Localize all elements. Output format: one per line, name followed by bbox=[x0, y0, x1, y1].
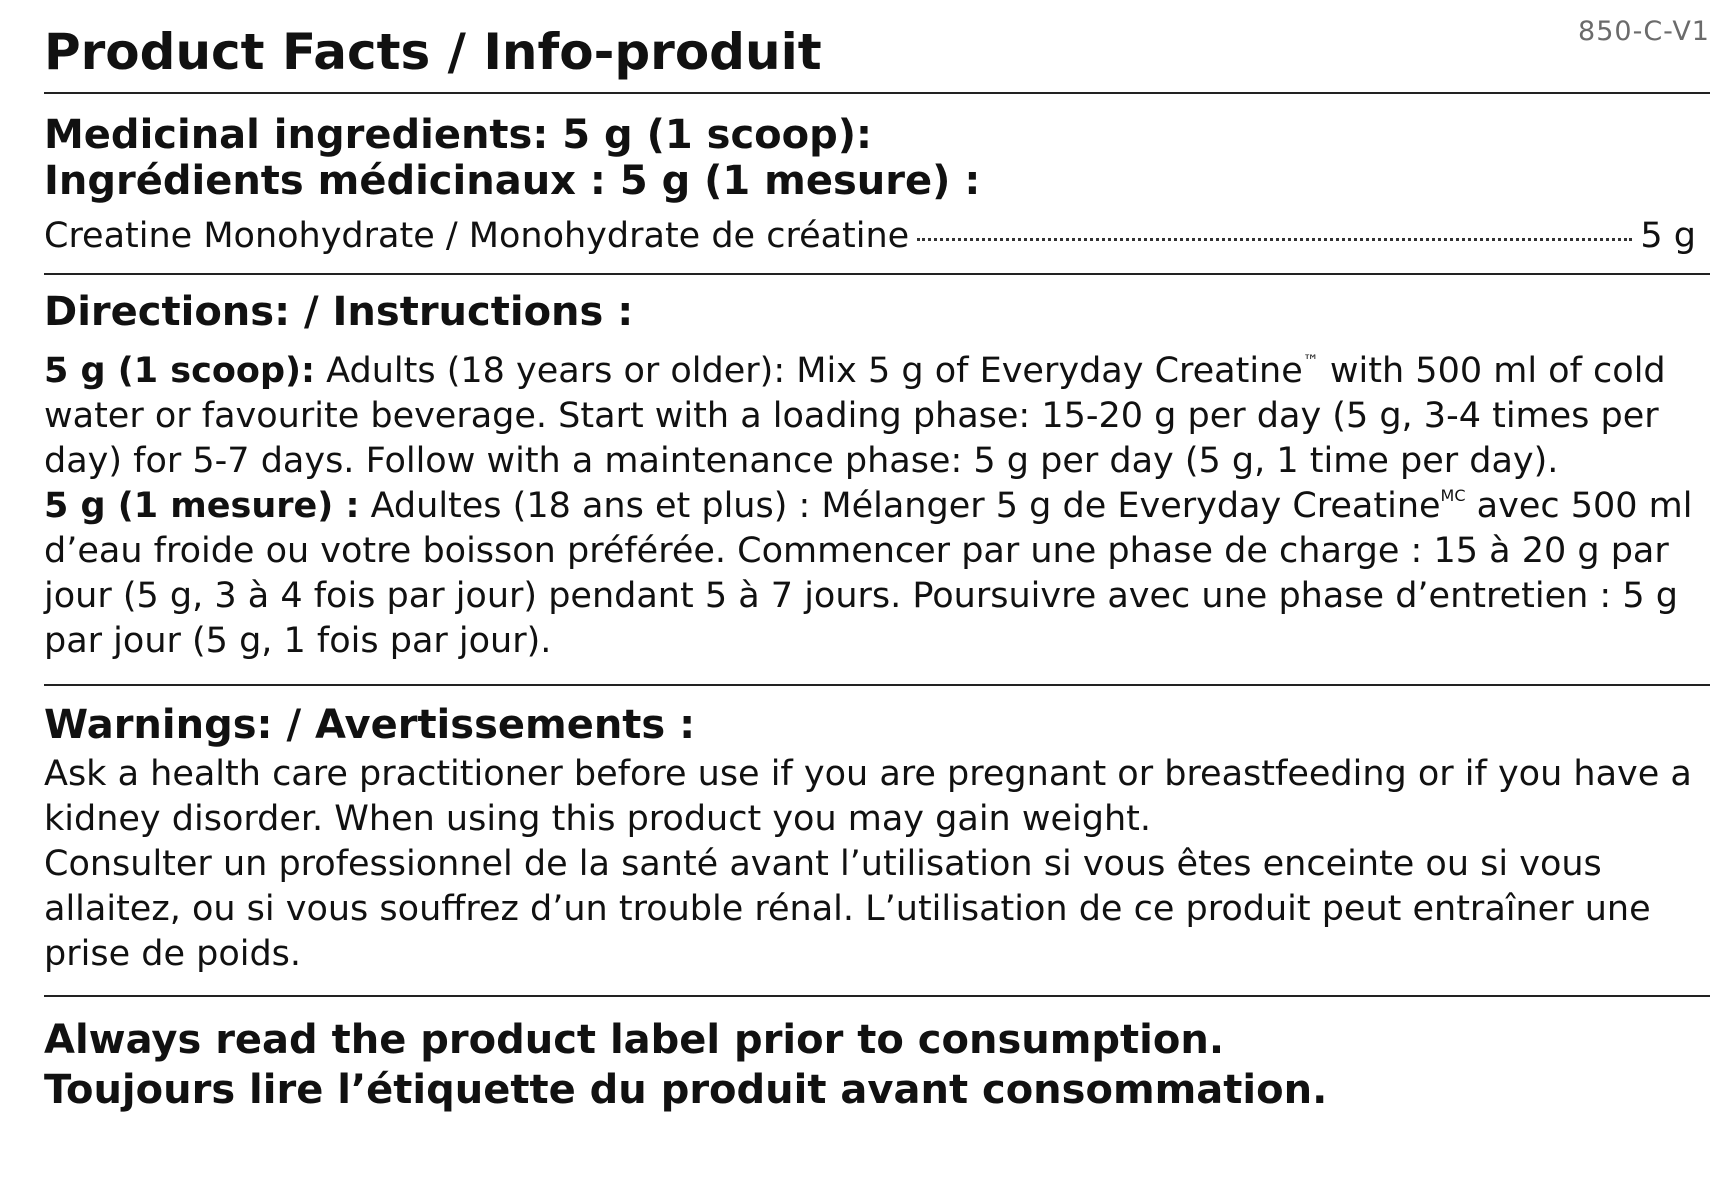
warnings-heading: Warnings: / Avertissements : bbox=[44, 702, 696, 748]
footer-line-en: Always read the product label prior to consumption. bbox=[44, 1017, 1225, 1063]
directions-fr-text-2: avec 500 ml d’eau froide ou votre boisson préférée. Commencer par une phase de charge : 15 à 20 g par jour (5 g, 3 à 4 fois par jour) pendant 5 à 7 jours. Poursuivre avec une phase d’entretien : 5 g par jour (5 g, 1 fois par jour). bbox=[44, 486, 1693, 661]
ingredient-amount: 5 g bbox=[1640, 216, 1696, 256]
directions-en-dose: 5 g (1 scoop): bbox=[44, 351, 316, 391]
footer-notice bbox=[44, 997, 1710, 1115]
directions-fr-dose: 5 g (1 mesure) : bbox=[44, 486, 360, 526]
warnings-en: Ask a health care practitioner before use if you are pregnant or breastfeeding or if you have a kidney disorder. When using this product you may gain weight. bbox=[44, 754, 1692, 839]
medicinal-ingredients-section bbox=[44, 94, 1710, 273]
ingredient-row bbox=[44, 214, 1710, 259]
trademark-mark: ™ bbox=[1302, 351, 1319, 370]
directions-section bbox=[44, 275, 1710, 684]
ingredient-name: Creatine Monohydrate / Monohydrate de créatine bbox=[44, 216, 910, 256]
footer-line-fr: Toujours lire l’étiquette du produit avant consommation. bbox=[44, 1067, 1328, 1113]
trademark-mark-fr: MC bbox=[1440, 486, 1466, 505]
directions-fr-text: Adultes (18 ans et plus) : Mélanger 5 g de Everyday Creatine bbox=[370, 486, 1441, 526]
medicinal-heading-fr: Ingrédients médicinaux : 5 g (1 mesure) : bbox=[44, 158, 981, 204]
directions-en-text: Adults (18 years or older): Mix 5 g of Everyday Creatine bbox=[326, 351, 1303, 391]
directions-en-text-2: with 500 ml of cold water or favourite beverage. Start with a loading phase: 15-20 g per day (5 g, 3-4 times per day) for 5-7 days. Follow with a maintenance phase: 5 g per day (5 g, 1 time per day). bbox=[44, 351, 1666, 481]
dot-leader bbox=[917, 238, 1632, 241]
directions-heading: Directions: / Instructions : bbox=[44, 289, 634, 335]
directions-fr bbox=[44, 484, 1710, 664]
warnings-fr: Consulter un professionnel de la santé avant l’utilisation si vous êtes enceinte ou si vous allaitez, ou si vous souffrez d’un trouble rénal. L’utilisation de ce produit peut entraîner une prise de poids. bbox=[44, 844, 1651, 974]
product-facts-label bbox=[44, 0, 1710, 1115]
label-code: 850-C-V1 bbox=[1578, 16, 1710, 47]
warnings-section bbox=[44, 686, 1710, 995]
page-title: Product Facts / Info-produit bbox=[44, 23, 822, 81]
medicinal-heading-en: Medicinal ingredients: 5 g (1 scoop): bbox=[44, 112, 873, 158]
directions-en bbox=[44, 349, 1710, 484]
